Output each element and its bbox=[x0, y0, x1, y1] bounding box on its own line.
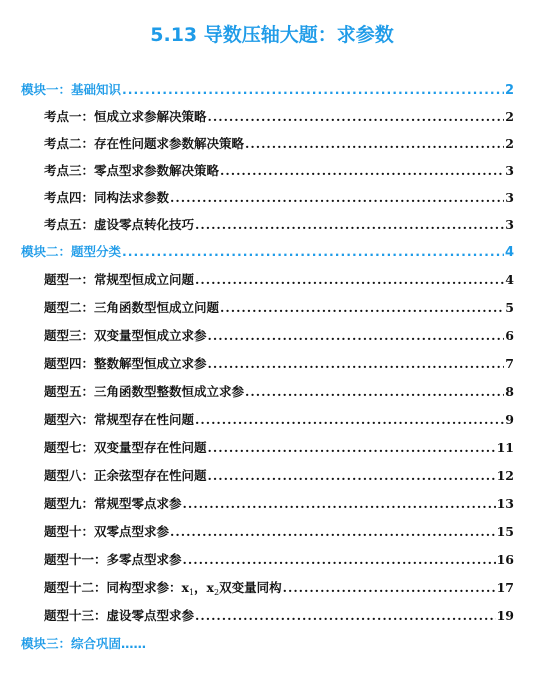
toc-label: 题型三：双变量型恒成立求参 bbox=[44, 328, 207, 343]
toc-entry-tixing-2[interactable] bbox=[44, 298, 514, 316]
toc-page-number: 19 bbox=[496, 608, 514, 623]
toc-leader-dots bbox=[195, 412, 504, 427]
toc-entry-tixing-1[interactable] bbox=[44, 270, 514, 288]
toc-leader-dots bbox=[208, 356, 505, 371]
toc-leader-dots bbox=[195, 272, 504, 287]
toc-entry-tixing-12[interactable] bbox=[44, 578, 514, 597]
toc-leader-dots bbox=[195, 217, 504, 232]
toc-page-number: 15 bbox=[496, 524, 514, 539]
toc-leader-dots bbox=[245, 136, 504, 151]
toc-entry-tixing-4[interactable] bbox=[44, 354, 514, 372]
toc-entry-module-2[interactable] bbox=[21, 242, 514, 260]
toc-entry-tixing-13[interactable] bbox=[44, 606, 514, 624]
toc-label: 题型五：三角函数型整数恒成立求参 bbox=[44, 384, 245, 399]
toc-entry-tixing-10[interactable] bbox=[44, 522, 514, 540]
toc-label: 题型七：双变量型存在性问题 bbox=[44, 440, 207, 455]
toc-page-number: 4 bbox=[504, 245, 514, 260]
toc-leader-dots bbox=[122, 244, 504, 259]
toc-leader-dots bbox=[208, 468, 496, 483]
toc-entry-tixing-8[interactable] bbox=[44, 466, 514, 484]
toc-page-number: 12 bbox=[496, 468, 514, 483]
toc-entry-module-3[interactable] bbox=[21, 634, 146, 652]
toc-label bbox=[44, 578, 282, 597]
toc-leader-ellipsis: …… bbox=[121, 636, 147, 651]
toc-page-number: 9 bbox=[505, 412, 514, 427]
toc-leader-dots bbox=[220, 300, 504, 315]
subscript: 2 bbox=[214, 588, 220, 597]
toc-label: 模块三：综合巩固 bbox=[21, 636, 122, 651]
toc-leader-dots bbox=[170, 524, 496, 539]
toc-entry-tixing-3[interactable] bbox=[44, 326, 514, 344]
toc-label: 模块一：基础知识 bbox=[21, 82, 122, 97]
toc-label: 题型十：双零点型求参 bbox=[44, 524, 170, 539]
toc-page-number: 4 bbox=[505, 272, 514, 287]
toc-label: 考点一：恒成立求参解决策略 bbox=[44, 109, 207, 124]
toc-entry-tixing-11[interactable] bbox=[44, 550, 514, 568]
toc-label: 题型二：三角函数型恒成立问题 bbox=[44, 300, 220, 315]
toc-label-suffix: 双变量同构 bbox=[219, 580, 282, 595]
subscript: 1 bbox=[188, 588, 195, 597]
toc-label: 考点二：存在性问题求参数解决策略 bbox=[44, 136, 245, 151]
toc-leader-dots bbox=[170, 190, 504, 205]
toc-entry-tixing-6[interactable] bbox=[44, 410, 514, 428]
toc-page-number: 2 bbox=[504, 83, 514, 98]
toc-entry-module-1[interactable] bbox=[21, 80, 514, 98]
toc-page-number: 3 bbox=[505, 190, 514, 205]
toc-entry-tixing-9[interactable] bbox=[44, 494, 514, 512]
toc-label: 题型四：整数解型恒成立求参 bbox=[44, 356, 207, 371]
toc-leader-dots bbox=[183, 496, 496, 511]
toc-label: 题型十一：多零点型求参 bbox=[44, 552, 182, 567]
toc-entry-tixing-5[interactable] bbox=[44, 382, 514, 400]
toc-leader-dots bbox=[183, 552, 496, 567]
toc-label-mid: ，x bbox=[194, 580, 214, 595]
toc-leader-dots bbox=[195, 608, 496, 623]
toc-entry-kaodian-3[interactable] bbox=[44, 161, 514, 179]
toc-leader-dots bbox=[208, 440, 496, 455]
toc-page-number: 2 bbox=[505, 109, 514, 124]
toc-page-number: 11 bbox=[496, 440, 514, 455]
toc-label: 考点四：同构法求参数 bbox=[44, 190, 170, 205]
toc-page-number: 16 bbox=[496, 552, 514, 567]
toc-label: 模块二：题型分类 bbox=[21, 244, 122, 259]
toc-page-number: 13 bbox=[496, 496, 514, 511]
toc-leader-dots bbox=[208, 109, 505, 124]
toc-page-number: 7 bbox=[505, 356, 514, 371]
toc-page-number: 3 bbox=[505, 217, 514, 232]
toc-leader-dots bbox=[283, 580, 496, 595]
toc-label: 题型一：常规型恒成立问题 bbox=[44, 272, 195, 287]
toc-page-number: 2 bbox=[505, 136, 514, 151]
toc-label: 考点三：零点型求参数解决策略 bbox=[44, 163, 220, 178]
toc-entry-kaodian-5[interactable] bbox=[44, 215, 514, 233]
toc-label: 题型八：正余弦型存在性问题 bbox=[44, 468, 207, 483]
toc-label: 题型十三：虚设零点型求参 bbox=[44, 608, 195, 623]
toc-entry-kaodian-4[interactable] bbox=[44, 188, 514, 206]
toc-leader-dots bbox=[245, 384, 504, 399]
document-title: 5.13 导数压轴大题：求参数 bbox=[150, 24, 394, 46]
toc-label: 考点五：虚设零点转化技巧 bbox=[44, 217, 195, 232]
toc-page-number: 5 bbox=[505, 300, 514, 315]
toc-label: 题型九：常规型零点求参 bbox=[44, 496, 182, 511]
toc-label: 题型六：常规型存在性问题 bbox=[44, 412, 195, 427]
toc-page-number: 6 bbox=[505, 328, 514, 343]
toc-entry-kaodian-1[interactable] bbox=[44, 107, 514, 125]
toc-entry-tixing-7[interactable] bbox=[44, 438, 514, 456]
toc-page-number: 3 bbox=[505, 163, 514, 178]
toc-label-prefix: 题型十二：同构型求参：x bbox=[44, 580, 189, 595]
toc-leader-dots bbox=[208, 328, 505, 343]
toc-page-number: 17 bbox=[496, 580, 514, 595]
toc-entry-kaodian-2[interactable] bbox=[44, 134, 514, 152]
toc-leader-dots bbox=[220, 163, 504, 178]
toc-page-number: 8 bbox=[505, 384, 514, 399]
toc-leader-dots bbox=[122, 82, 504, 97]
